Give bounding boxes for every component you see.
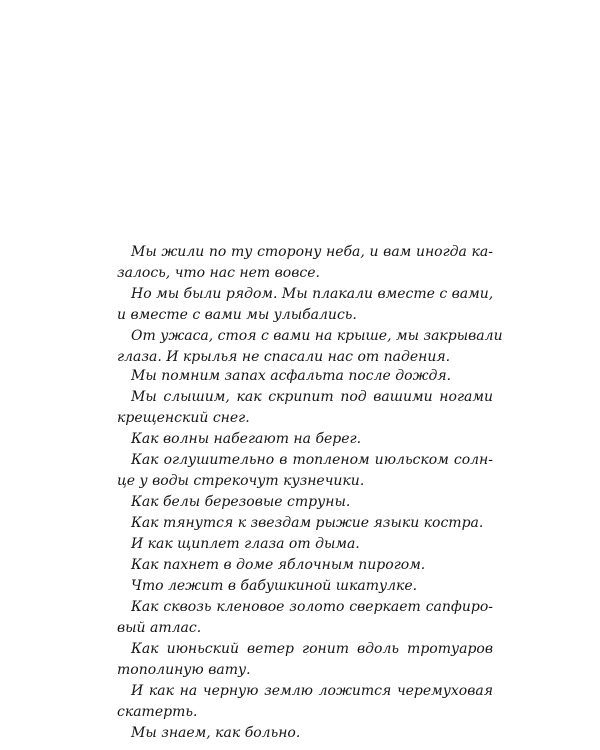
text-line: вый атлас. — [117, 620, 202, 636]
text-line: крещенский снег. — [117, 410, 250, 426]
text-line: глаза. И крылья не спасали нас от падения. — [117, 349, 451, 365]
text-line: скатерть. — [117, 704, 198, 720]
text-line: и вместе с вами мы улыбались. — [117, 307, 357, 323]
text-line: Но мы были рядом. Мы плакали вместе с вами, — [131, 286, 494, 302]
text-line: Что лежит в бабушкиной шкатулке. — [131, 578, 418, 594]
text-line: От ужаса, стоя с вами на крыше, мы закрывали — [131, 328, 503, 344]
text-line: Мы помним запах асфальта после дождя. — [131, 368, 452, 384]
text-line: Как волны набегают на берег. — [131, 431, 362, 447]
text-line: Как сквозь кленовое золото сверкает сапфиро- — [131, 599, 493, 615]
text-line: И как на черную землю ложится черемуховая — [131, 683, 493, 699]
text-line: Как пахнет в доме яблочным пирогом. — [131, 557, 426, 573]
text-line: Как оглушительно в топленом июльском солн- — [131, 452, 493, 468]
text-line: Мы знаем, как больно. — [131, 725, 301, 741]
text-line: И как щиплет глаза от дыма. — [131, 536, 360, 552]
text-block-1 — [117, 242, 503, 368]
text-line: залось, что нас нет вовсе. — [117, 265, 320, 281]
text-line: тополиную вату. — [117, 662, 251, 678]
text-line: це у воды стрекочут кузнечики. — [117, 473, 365, 489]
text-block-2 — [117, 366, 493, 744]
text-line: Как тянутся к звездам рыжие языки костра. — [131, 515, 484, 531]
text-line: Мы жили по ту сторону неба, и вам иногда ка- — [131, 244, 493, 260]
text-line: Мы слышим, как скрипит под вашими ногами — [131, 389, 493, 405]
text-line: Как белы березовые струны. — [131, 494, 351, 510]
text-line: Как июньский ветер гонит вдоль тротуаров — [131, 641, 493, 657]
